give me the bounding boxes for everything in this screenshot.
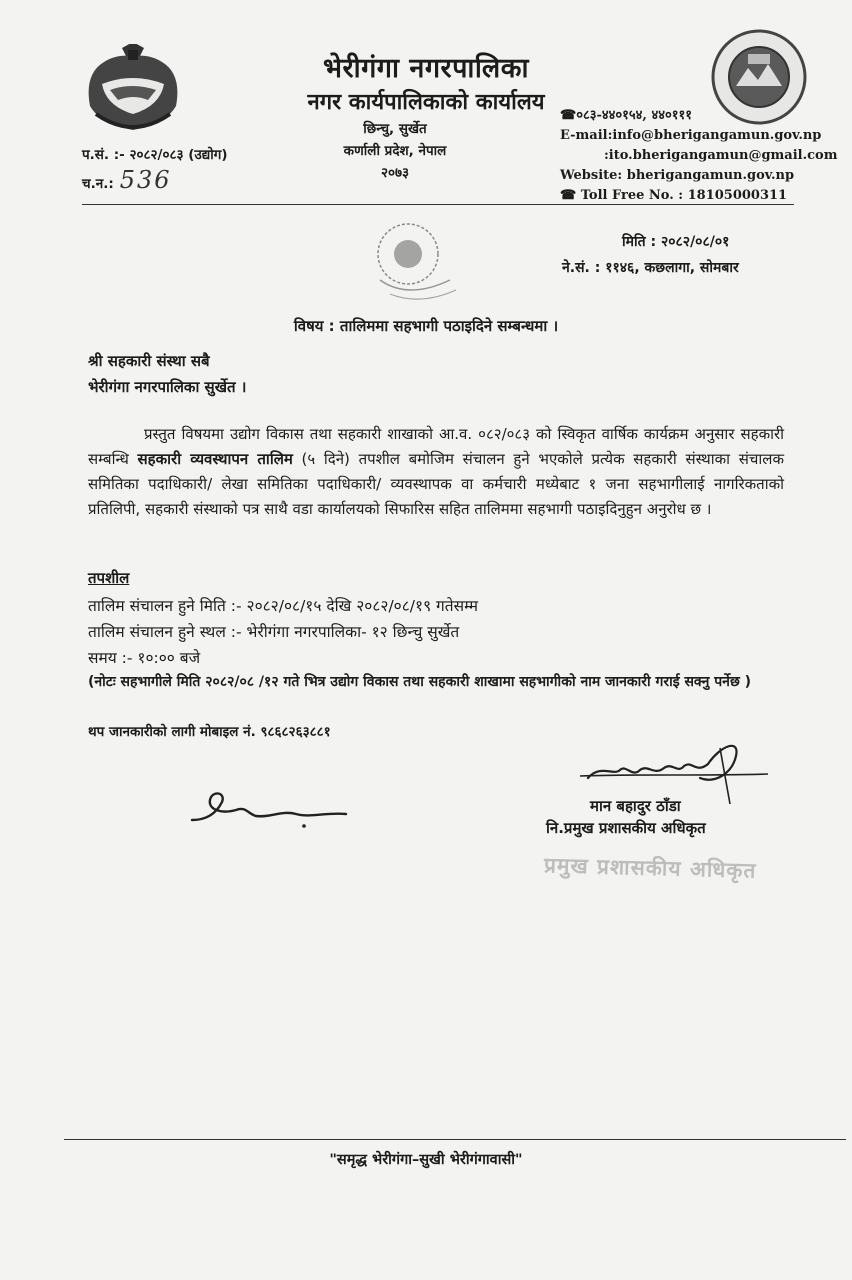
designation-stamp: प्रमुख प्रशासकीय अधिकृत <box>543 853 757 883</box>
details-heading: तपशील <box>88 569 130 587</box>
header-divider <box>82 204 794 205</box>
office-address <box>330 118 460 184</box>
dispatch-number: 536 <box>119 166 172 194</box>
footer-divider <box>64 1139 846 1140</box>
municipality-name: भेरीगंगा नगरपालिका <box>323 53 529 84</box>
letter-date: मिति : २०८२/०८/०१ <box>622 234 730 250</box>
training-name: सहकारी व्यवस्थापन तालिम <box>137 450 293 468</box>
signatory-title: नि.प्रमुख प्रशासकीय अधिकृत <box>546 819 706 837</box>
email-text: E-mail:info@bherigangamun.gov.np <box>560 128 822 143</box>
dispatch-label: च.न.: <box>82 176 114 192</box>
address-line: २०७३ <box>380 165 410 181</box>
addressee <box>88 348 246 400</box>
body-text: (५ दिने) तपशील बमोजिम संचालन हुने भएकोले प्रत्येक सहकारी संस्थाका संचालक समितिका पदाधिकारी/ लेखा समितिका पदाधिकारी/ व्यवस्थापक वा कर्मचारी मध्येबाट १ जना सहभागीलाई नागरिकताको प्रतिलिपी, सहकारी संस्थाको पत्र साथै वडा कार्यालयको सिफारिस सहित तालिममा सहभागी पठाइदिनुहुन अनुरोध छ । <box>88 450 784 518</box>
reference-number: प.सं. :- २०८२/०८३ (उद्योग) <box>82 147 228 163</box>
training-venue-line: तालिम संचालन हुने स्थल :- भेरीगंगा नगरपालिका- १२ छिन्चु सुर्खेत <box>88 623 460 641</box>
tollfree-text: ☎ Toll Free No. : 18105000311 <box>560 188 788 203</box>
addressee-line: भेरीगंगा नगरपालिका सुर्खेत । <box>88 378 247 396</box>
nepal-sambat-date: ने.सं. : ११४६, कछलागा, सोमबार <box>562 260 739 276</box>
website-text: Website: bherigangamun.gov.np <box>560 168 795 183</box>
training-time-line: समय :- १०:०० बजे <box>88 649 201 667</box>
letter-body <box>88 422 784 522</box>
footer-slogan: "समृद्ध भेरीगंगा–सुखी भेरीगंगावासी" <box>329 1152 523 1168</box>
phone-text: ☎०८३-४४०१५४, ४४०१११ <box>560 108 693 123</box>
body-text: प्रस्तुत विषयमा उद्योग विकास तथा सहकारी शाखाको आ.व. ०८२/०८३ को स्विकृत वार्षिक कार्यक्रम अनुसार सहकारी सम्बन्धि <box>88 425 784 468</box>
address-line: कर्णाली प्रदेश, नेपाल <box>343 143 447 159</box>
registration-note: (नोटः सहभागीले मिति २०८२/०८ /१२ गते भित्र उद्योग विकास तथा सहकारी शाखामा सहभागीको नाम जानकारी गराई सक्नु पर्नेछ ) <box>88 674 752 690</box>
email-secondary-text: :ito.bherigangamun@gmail.com <box>604 148 838 163</box>
addressee-line: श्री सहकारी संस्था सबै <box>88 352 210 370</box>
office-seal-icon <box>360 210 470 320</box>
training-date-line: तालिम संचालन हुने मिति :- २०८२/०८/१५ देखि २०८२/०८/१९ गतेसम्म <box>88 597 479 615</box>
dispatch-number-row <box>82 166 172 194</box>
contact-block <box>560 106 850 206</box>
contact-mobile: थप जानकारीको लागी मोबाइल नं. ९८६८२६३८८१ <box>88 724 331 740</box>
signatory-name: मान बहादुर ठाँडा <box>590 797 681 815</box>
address-line: छिन्चु, सुर्खेत <box>363 121 427 137</box>
letter-subject: विषय : तालिममा सहभागी पठाइदिने सम्बन्धमा । <box>293 317 559 335</box>
signature-icon <box>580 734 770 804</box>
handwritten-initial-icon <box>186 784 356 834</box>
office-name: नगर कार्यपालिकाको कार्यालय <box>307 90 545 115</box>
